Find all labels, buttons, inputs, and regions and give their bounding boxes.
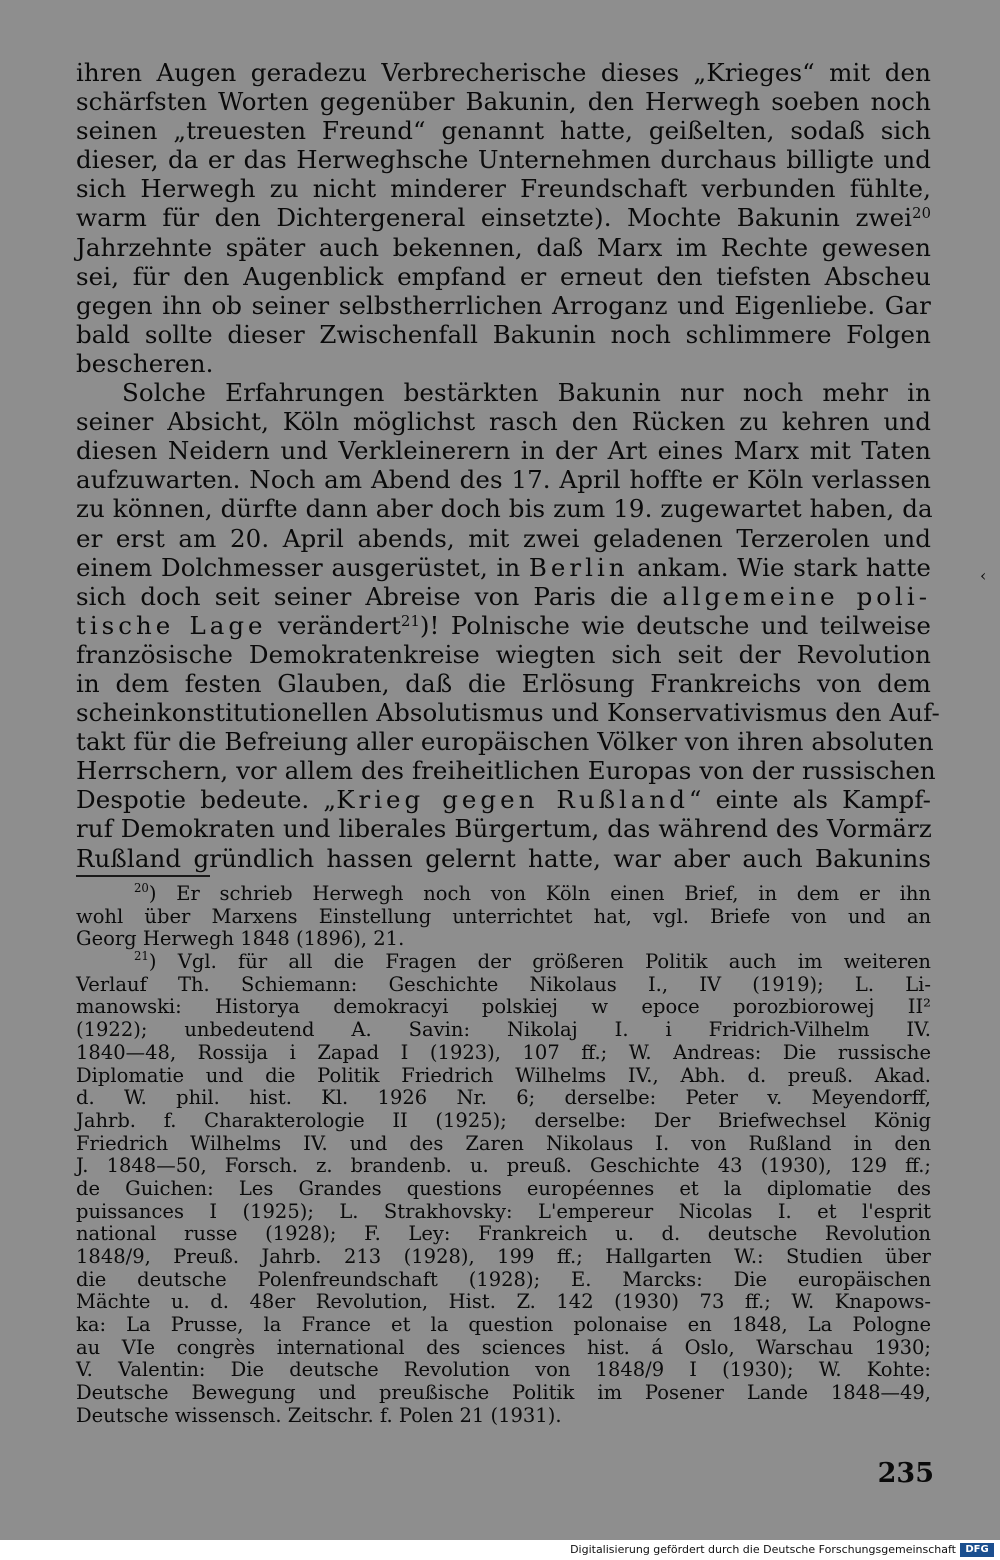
footnote-line: au VIe congrès international des sciences hist. á Oslo, Warschau 1930; (76, 1335, 931, 1359)
footnote-line: Verlauf Th. Schiemann: Geschichte Nikolaus I., IV (1919); L. Li- (76, 972, 931, 996)
margin-mark: ‹ (980, 566, 987, 585)
page-number: 235 (877, 1458, 934, 1489)
body-line: bescheren. (76, 348, 214, 378)
footnote-line: ka: La Prusse, la France et la question polonaise en 1848, La Pologne (76, 1313, 931, 1337)
footnote-line: Deutsche Bewegung und preußische Politik im Posener Lande 1848—49, (76, 1381, 931, 1405)
footnote-ref: 20 (912, 205, 932, 223)
body-line: seinen „treuesten Freund“ genannt hatte, geißelten, sodaß sich (76, 116, 931, 146)
body-line: Solche Erfahrungen bestärkten Bakunin nur noch mehr in (122, 378, 931, 408)
text-run: “ einte als Kampf- (688, 785, 931, 815)
body-line: dieser, da er das Herweghsche Unternehmen durchaus billigte und (76, 145, 931, 175)
footnote-line (76, 951, 931, 974)
footnotes (76, 883, 931, 1428)
text-run: ) (148, 882, 177, 905)
body-line: sich Herwegh zu nicht minderer Freundschaft verbunden fühlte, (76, 174, 931, 204)
body-text (76, 58, 940, 873)
body-line: ihren Augen geradezu Verbrecherische dieses „Krieges“ mit den (76, 58, 931, 87)
text-run: ankam. Wie stark hatte (628, 552, 931, 582)
body-line (76, 785, 931, 814)
footnote-line: de Guichen: Les Grandes questions européennes et la diplomatie des (76, 1176, 931, 1200)
spaced-emphasis: Krieg gegen Rußland (336, 785, 689, 815)
footnote-line: Georg Herwegh 1848 (1896), 21. (76, 927, 405, 951)
footnote-line: national russe (1928); F. Ley: Frankreich u. d. deutsche Revolution (76, 1222, 931, 1246)
footnote-rule (76, 875, 210, 877)
footnote-ref: 21 (134, 949, 149, 964)
text-run: Despotie bedeute. „ (76, 785, 337, 815)
footnote-line: d. W. phil. hist. Kl. 1926 Nr. 6; derselbe: Peter v. Meyendorff, (76, 1086, 931, 1110)
body-line (76, 611, 931, 640)
body-line: bald sollte dieser Zwischenfall Bakunin noch schlimmere Folgen (76, 319, 931, 349)
footnote-line: J. 1848—50, Forsch. z. brandenb. u. preuß. Geschichte 43 (1930), 129 ff.; (76, 1154, 931, 1178)
text-run: Vgl. für all die Fragen der größeren Politik auch im weiteren (177, 950, 931, 974)
footnote-ref: 21 (401, 612, 420, 630)
footnote-line: (1922); unbedeutend A. Savin: Nikolaj I. i Fridrich-Vilhelm IV. (76, 1018, 931, 1042)
text-run: ) (148, 950, 178, 974)
spaced-emphasis: tische Lage (76, 610, 267, 640)
footnote-line: Mächte u. d. 48er Revolution, Hist. Z. 142 (1930) 73 ff.; W. Knapows- (76, 1290, 931, 1314)
footnote-line: wohl über Marxens Einstellung unterrichtet hat, vgl. Briefe von und an (76, 904, 931, 928)
body-line: gegen ihn ob seiner selbstherrlichen Arroganz und Eigenliebe. Gar (76, 290, 931, 320)
body-line: aufzuwarten. Noch am Abend des 17. April hoffte er Köln verlassen (76, 465, 931, 495)
footnote-line (76, 883, 931, 906)
footnote-line: Jahrb. f. Charakterologie II (1925); derselbe: Der Briefwechsel König (76, 1108, 931, 1132)
text-run: warm für den Dichtergeneral einsetzte (76, 203, 595, 233)
text-run: )! Polnische wie deutsche und teilweise (419, 610, 932, 640)
footnote-line: puissances I (1925); L. Strakhovsky: L'empereur Nicolas I. et l'esprit (76, 1199, 931, 1223)
footnote-line: 1840—48, Rossija i Zapad I (1923), 107 ff.; W. Andreas: Die russische (76, 1040, 931, 1064)
text-run: verändert (266, 610, 401, 640)
body-line: diesen Neidern und Verkleinerern in der Art eines Marx mit Taten (76, 436, 931, 466)
body-line: takt für die Befreiung aller europäischen Völker von ihren absoluten (76, 727, 934, 757)
footnote-line: Diplomatie und die Politik Friedrich Wilhelms IV., Abh. d. preuß. Akad. (76, 1063, 931, 1087)
text-run: ). Mochte Bakunin zwei (594, 203, 913, 233)
body-line: ruf Demokraten und liberales Bürgertum, das während des Vormärz (76, 814, 932, 844)
footnote-line: 1848/9, Preuß. Jahrb. 213 (1928), 199 ff.; Hallgarten W.: Studien über (76, 1245, 931, 1268)
text-run: Er schrieb Herwegh noch von Köln einen Brief, in dem er ihn (176, 882, 931, 905)
footnote-line: die deutsche Polenfreundschaft (1928); E. Marcks: Die europäischen (76, 1267, 931, 1291)
body-line: Jahrzehnte später auch bekennen, daß Marx im Rechte gewesen (76, 232, 931, 262)
footer-credit: Digitalisierung gefördert durch die Deutsche Forschungsgemeinschaft (570, 1543, 956, 1556)
body-line: sei, für den Augenblick empfand er erneut den tiefsten Abscheu (76, 261, 931, 291)
digitization-footer (0, 1540, 1000, 1560)
body-line: Herrschern, vor allem des freiheitlichen Europas von der russischen (76, 756, 936, 786)
body-line: in dem festen Glauben, daß die Erlösung Frankreichs von dem (76, 668, 931, 698)
footnote-ref: 20 (134, 881, 149, 895)
body-line (76, 203, 931, 232)
body-line (76, 582, 931, 611)
body-line: seiner Absicht, Köln möglichst rasch den Rücken zu kehren und (76, 407, 931, 437)
footnote-line: V. Valentin: Die deutsche Revolution von 1848/9 I (1930); W. Kohte: (76, 1358, 931, 1382)
body-line: französische Demokratenkreise wiegten sich seit der Revolution (76, 639, 931, 669)
spaced-emphasis: allgemeine poli- (662, 581, 931, 611)
body-line: Rußland gründlich hassen gelernt hatte, war aber auch Bakunins (76, 843, 931, 873)
text-run: sich doch seit seiner Abreise von Paris die (76, 581, 663, 611)
body-line: schärfsten Worten gegenüber Bakunin, den Herwegh soeben noch (76, 87, 931, 117)
text-run: einem Dolchmesser ausgerüstet, in (76, 552, 529, 582)
body-line: scheinkonstitutionellen Absolutismus und Konservativismus den Auf- (76, 698, 940, 728)
body-line: er erst am 20. April abends, mit zwei geladenen Terzerolen und (76, 523, 931, 553)
footnote-line: Friedrich Wilhelms IV. und des Zaren Nikolaus I. von Rußland in den (76, 1131, 931, 1155)
spaced-emphasis: Berlin (528, 552, 629, 582)
body-line (76, 553, 931, 582)
footnote-line: Deutsche wissensch. Zeitschr. f. Polen 21 (1931). (76, 1403, 562, 1427)
body-line: zu können, dürfte dann aber doch bis zum 19. zugewartet haben, da (76, 494, 933, 524)
footnote-line: manowski: Historya demokracyi polskiej w epoce porozbiorowej II² (76, 995, 931, 1019)
dfg-logo-icon[interactable]: DFG (960, 1543, 994, 1557)
